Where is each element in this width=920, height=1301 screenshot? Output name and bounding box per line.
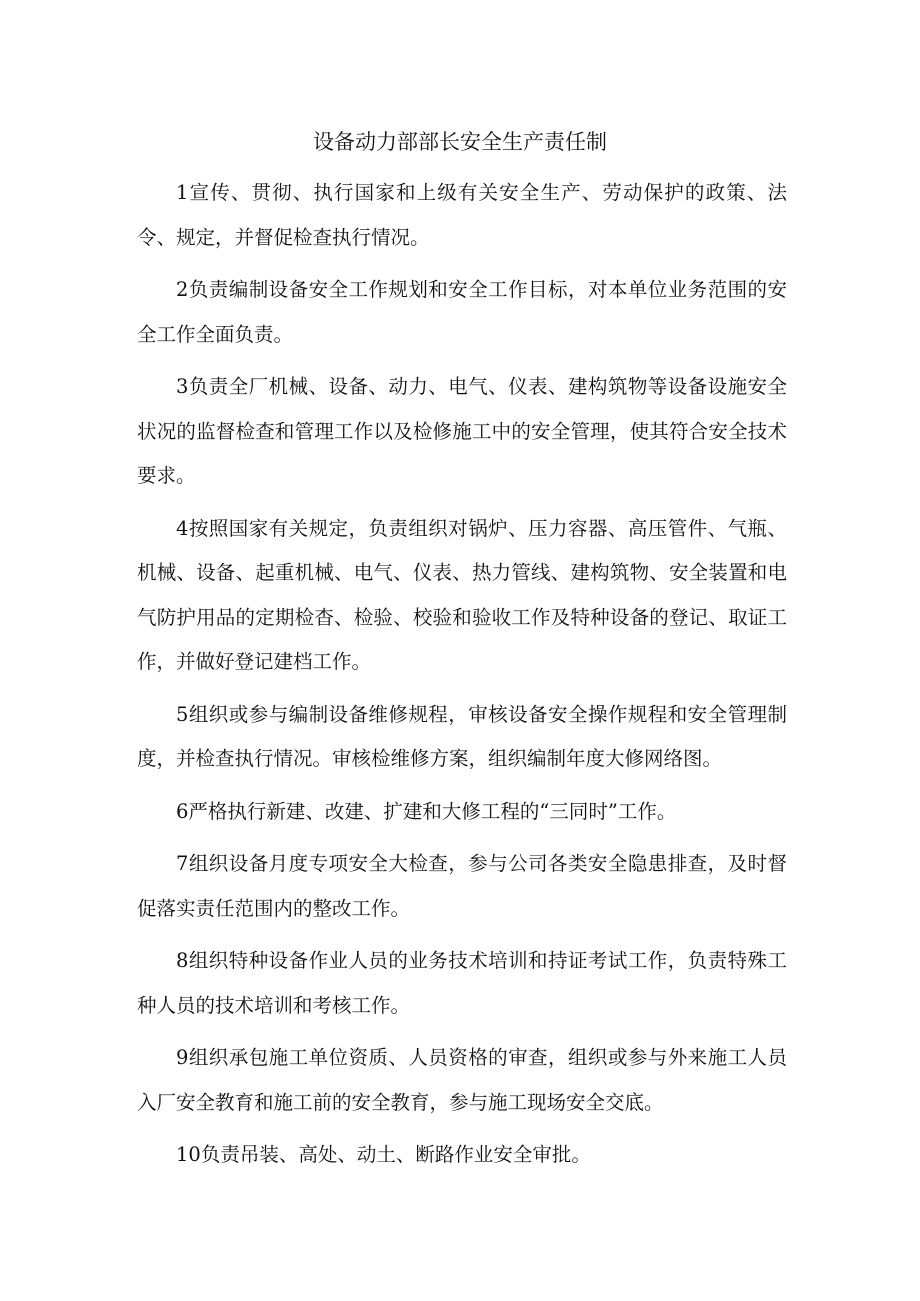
paragraph-5: 5组织或参与编制设备维修规程，审核设备安全操作规程和安全管理制度，并检查执行情况。审核检维修方案，组织编制年度大修网络图。: [137, 702, 787, 770]
paragraph-10: 10负责吊装、高处、动土、断路作业安全审批。: [176, 1143, 591, 1166]
paragraph-2: 2负责编制设备安全工作规划和安全工作目标，对本单位业务范围的安全工作全面负责。: [137, 278, 787, 346]
paragraph-9: 9组织承包施工单位资质、人员资格的审查，组织或参与外来施工人员入厂安全教育和施工前的安全教育，参与施工现场安全交底。: [137, 1046, 787, 1114]
paragraph-8: 8组织特种设备作业人员的业务技术培训和持证考试工作，负责特殊工种人员的技术培训和考核工作。: [137, 949, 787, 1017]
paragraph-1: 1宣传、贯彻、执行国家和上级有关安全生产、劳动保护的政策、法令、规定，并督促检查执行情况。: [137, 181, 787, 249]
paragraph-7: 7组织设备月度专项安全大检查，参与公司各类安全隐患排查，及时督促落实责任范围内的整改工作。: [137, 852, 787, 920]
document-title: 设备动力部部长安全生产责任制: [313, 130, 607, 154]
paragraph-3: 3负责全厂机械、设备、动力、电气、仪表、建构筑物等设备设施安全状况的监督检查和管理工作以及检修施工中的安全管理，使其符合安全技术要求。: [137, 375, 787, 487]
paragraph-6: 6严格执行新建、改建、扩建和大修工程的“三同时”工作。: [176, 799, 677, 823]
paragraph-4: 4按照国家有关规定，负责组织对锅炉、压力容器、高压管件、气瓶、机械、设备、起重机械、电气、仪表、热力管线、建构筑物、安全装置和电气防护用品的定期检杳、检验、校验和验收工作及特种设备的登记、取证工作，并做好登记建档工作。: [137, 516, 787, 673]
document-body: [137, 171, 787, 1186]
